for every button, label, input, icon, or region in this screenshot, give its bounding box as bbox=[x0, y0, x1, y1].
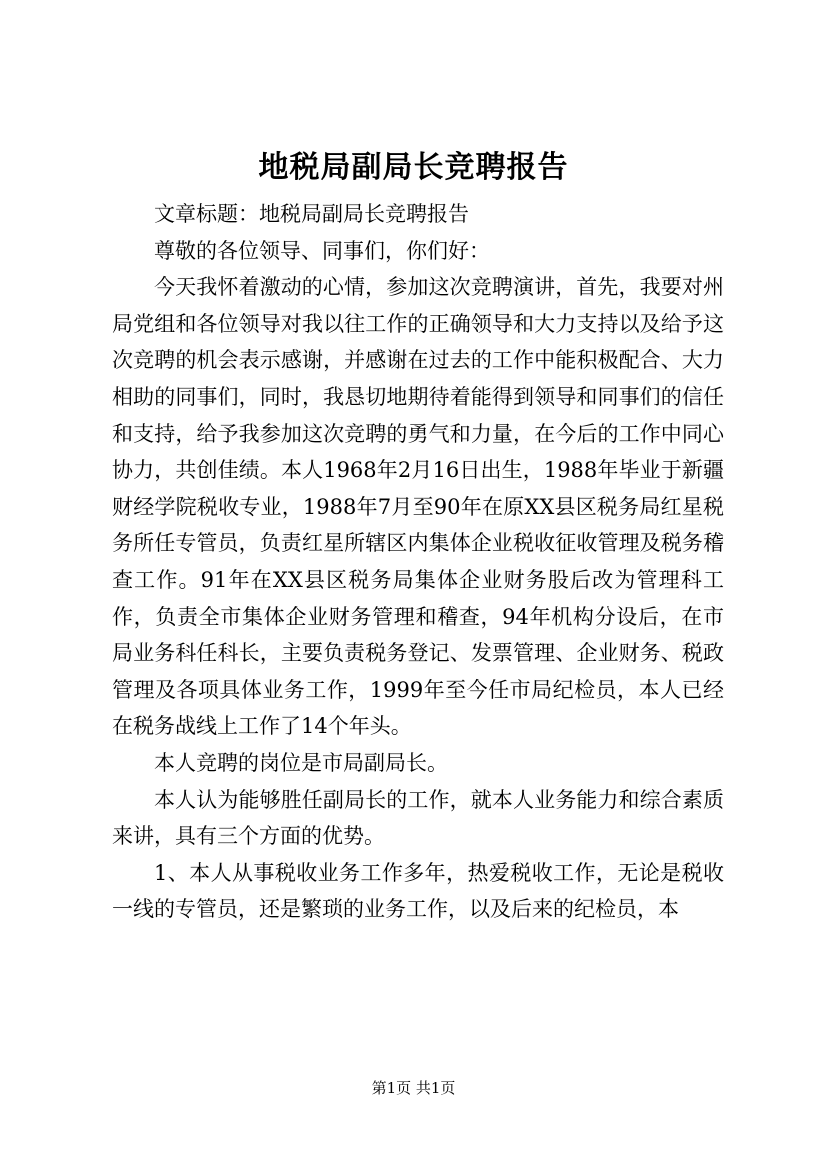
page-footer: 第1页 共1页 bbox=[371, 1079, 456, 1097]
paragraph-article-title: 文章标题：地税局副局长竞聘报告 bbox=[154, 202, 469, 226]
paragraph-position: 本人竞聘的岗位是市局副局长。 bbox=[154, 750, 448, 775]
document-title: 地税局副局长竞聘报告 bbox=[258, 150, 569, 185]
paragraph-point-one: 1、本人从事税收业务工作多年，热爱税收工作，无论是税收一线的专管员，还是繁琐的业务工作，以及后来的纪检员，本 bbox=[112, 860, 724, 922]
paragraph-advantages: 本人认为能够胜任副局长的工作，就本人业务能力和综合素质来讲，具有三个方面的优势。 bbox=[112, 787, 724, 849]
paragraph-introduction: 今天我怀着激动的心情，参加这次竞聘演讲，首先，我要对州局党组和各位领导对我以往工作的正确领导和大力支持以及给予这次竞聘的机会表示感谢，并感谢在过去的工作中能积极配合、大力相助的同事们，同时，我恳切地期待着能得到领导和同事们的信任和支持，给予我参加这次竞聘的勇气和力量，在今后的工作中同心协力，共创佳绩。本人1968年2月16日出生，1988年毕业于新疆财经学院税收专业，1988年7月至90年在原XX县区税务局红星税务所任专管员，负责红星所辖区内集体企业税收征收管理及税务稽查工作。91年在XX县区税务局集体企业财务股后改为管理科工作，负责全市集体企业财务管理和稽查，94年机构分设后，在市局业务科任科长，主要负责税务登记、发票管理、企业财务、税政管理及各项具体业务工作，1999年至今任市局纪检员，本人已经在税务战线上工作了14个年头。 bbox=[112, 275, 724, 739]
document-body bbox=[112, 196, 724, 928]
paragraph-greeting: 尊敬的各位领导、同事们，你们好： bbox=[154, 238, 490, 263]
